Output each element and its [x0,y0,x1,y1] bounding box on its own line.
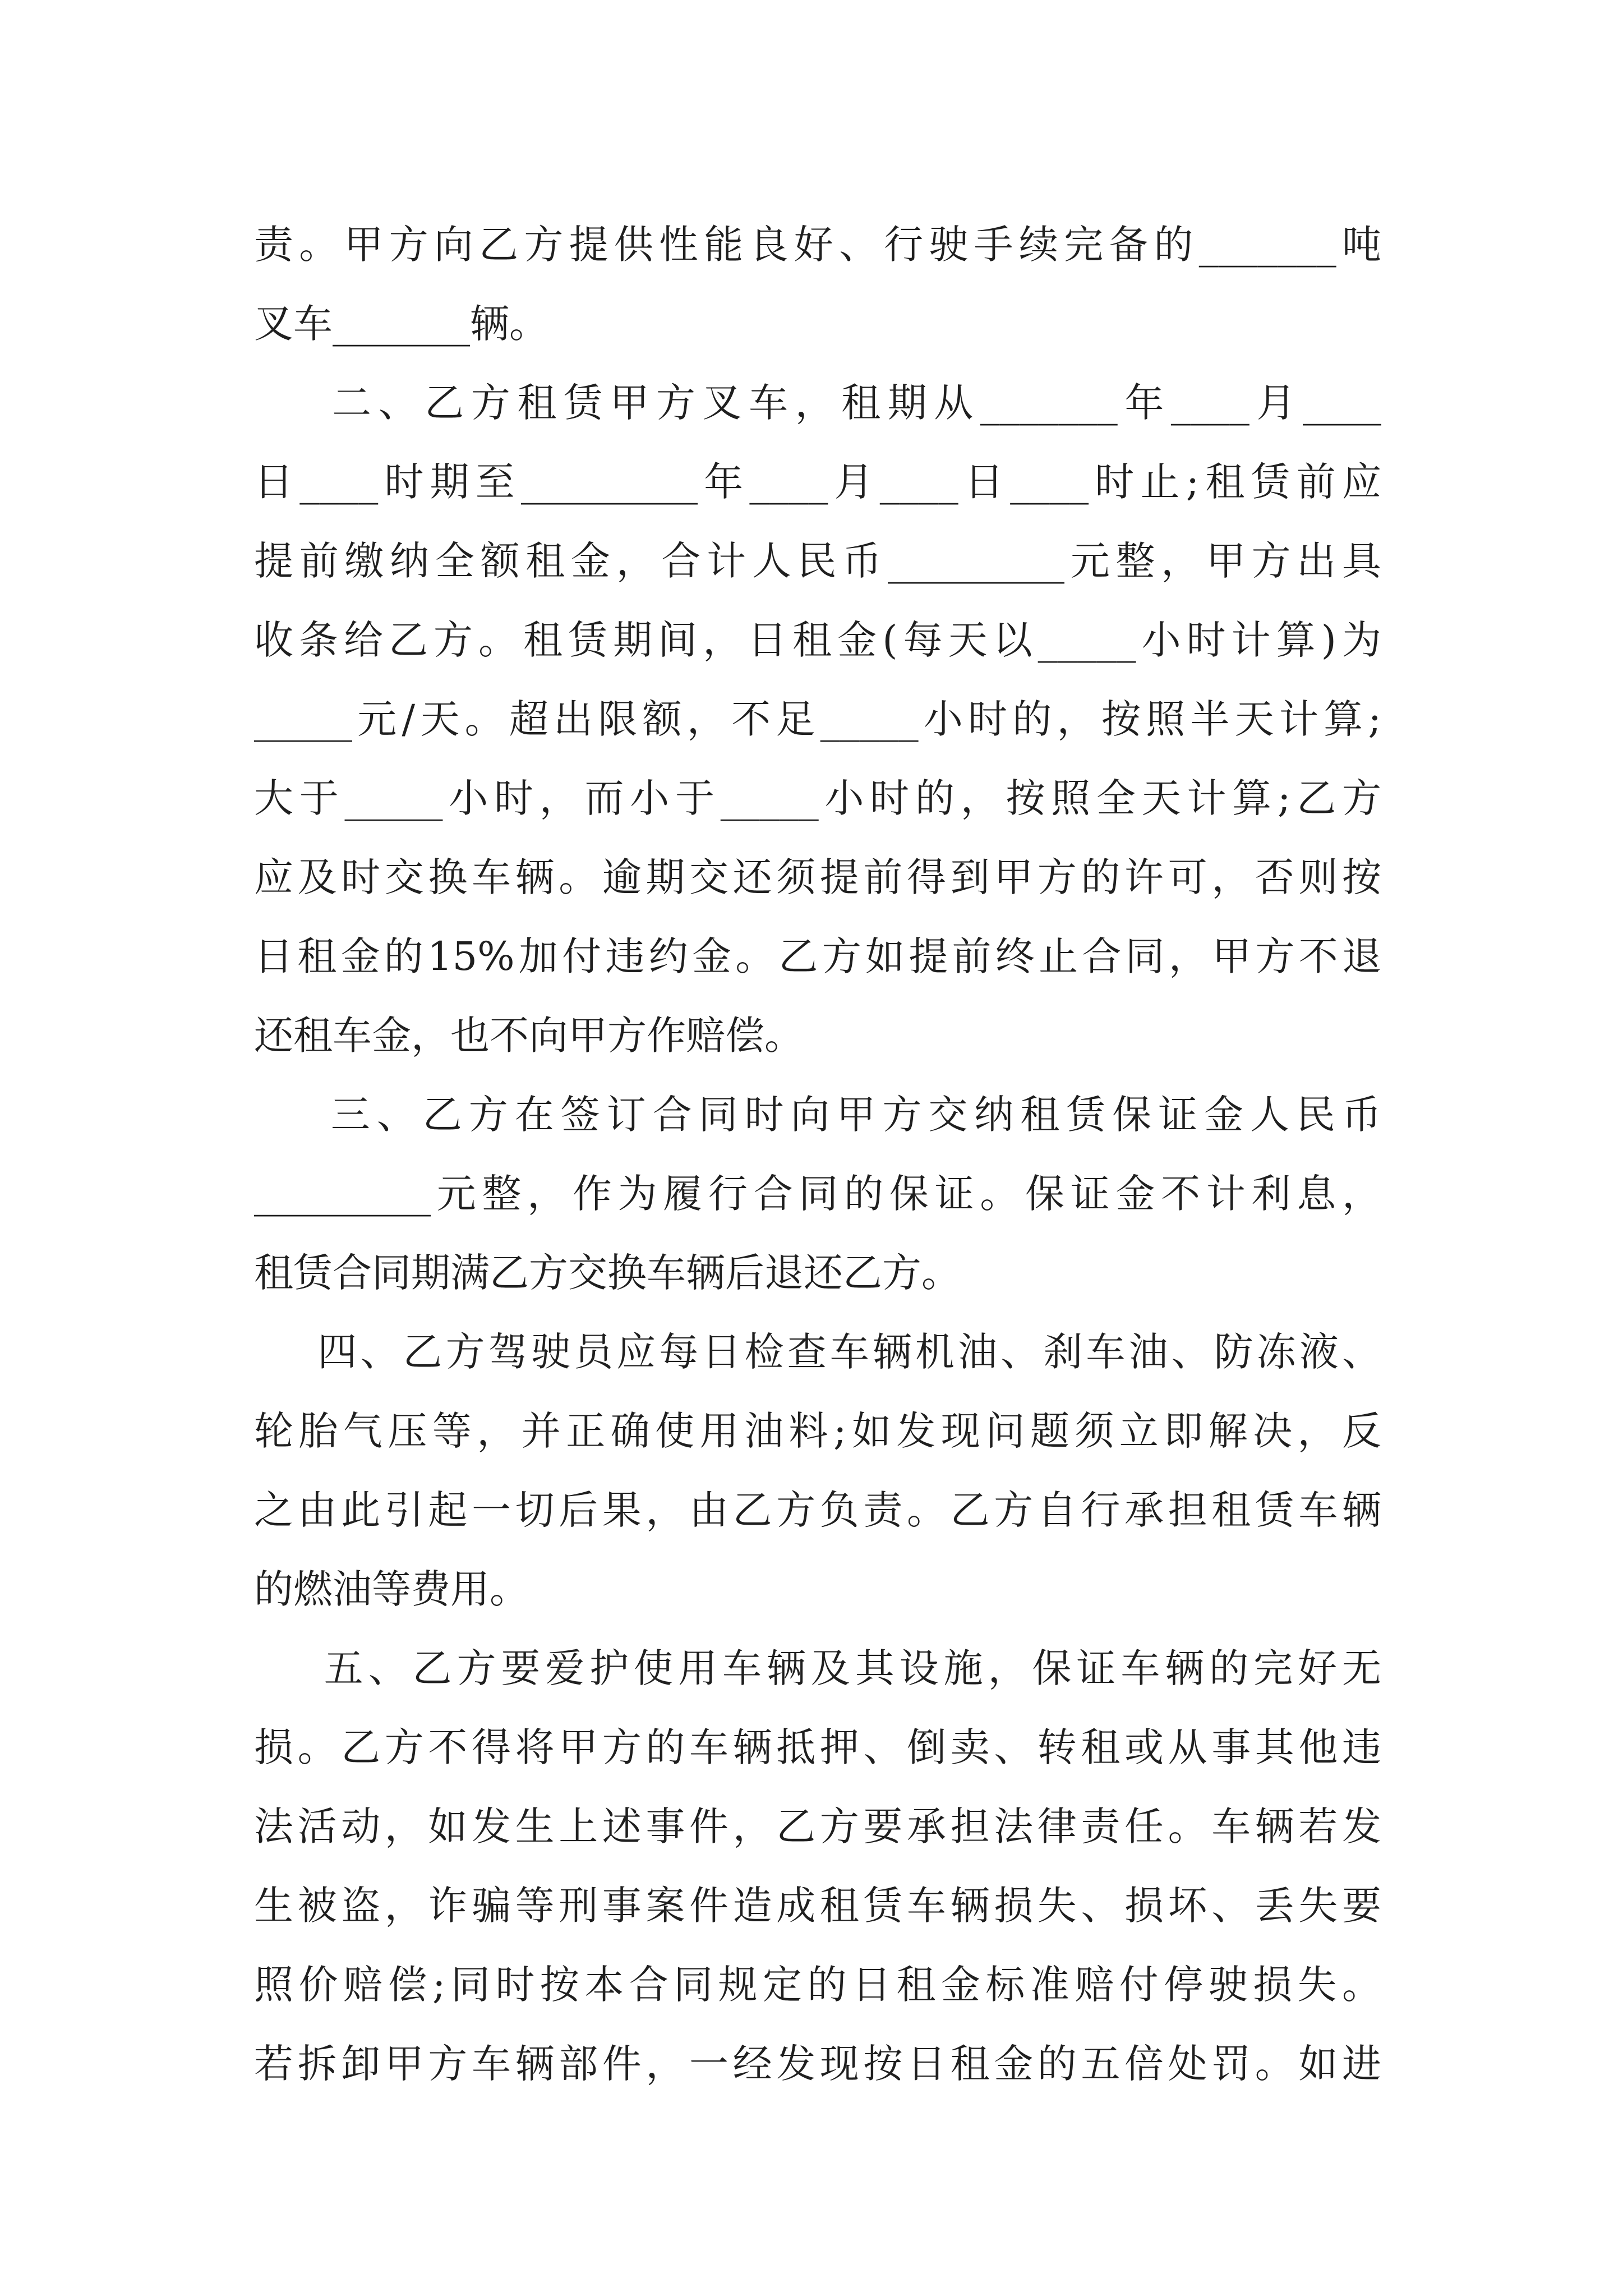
paragraph-line: 之由此引起一切后果，由乙方负责。乙方自行承担租赁车辆 [254,1487,1381,1533]
paragraph-line: 照价赔偿;同时按本合同规定的日租金标准赔付停驶损失。 [254,1962,1381,2008]
paragraph-line: 责。甲方向乙方提供性能良好、行驶手续完备的_______吨 [254,222,1381,268]
paragraph-line: 叉车_______辆。 [254,301,548,347]
paragraph-line: 日____时期至_________年____月____日____时止;租赁前应 [254,459,1381,505]
paragraph-line: 若拆卸甲方车辆部件，一经发现按日租金的五倍处罚。如进 [254,2041,1381,2087]
paragraph-line: 的燃油等费用。 [254,1566,529,1612]
paragraph-line: _____元/天。超出限额，不足_____小时的，按照半天计算; [254,696,1381,742]
paragraph-line: 损。乙方不得将甲方的车辆抵押、倒卖、转租或从事其他违 [254,1724,1381,1770]
paragraph-line: 三、乙方在签订合同时向甲方交纳租赁保证金人民币 [254,1092,1381,1138]
paragraph-line: 四、乙方驾驶员应每日检查车辆机油、刹车油、防冻液、 [254,1329,1381,1375]
paragraph-line: 日租金的15%加付违约金。乙方如提前终止合同，甲方不退 [254,933,1381,979]
paragraph-line: 提前缴纳全额租金，合计人民币_________元整，甲方出具 [254,538,1381,584]
paragraph-line: 还租车金，也不向甲方作赔偿。 [254,1013,804,1059]
paragraph-line: 轮胎气压等，并正确使用油料;如发现问题须立即解决，反 [254,1408,1381,1454]
paragraph-line: 收条给乙方。租赁期间，日租金(每天以_____小时计算)为 [254,617,1381,663]
paragraph-line: 五、乙方要爱护使用车辆及其设施，保证车辆的完好无 [254,1645,1381,1691]
paragraph-line: 大于_____小时，而小于_____小时的，按照全天计算;乙方 [254,775,1381,821]
paragraph-line: 生被盗，诈骗等刑事案件造成租赁车辆损失、损坏、丢失要 [254,1883,1381,1929]
paragraph-line: 应及时交换车辆。逾期交还须提前得到甲方的许可，否则按 [254,854,1381,900]
paragraph-line: 租赁合同期满乙方交换车辆后退还乙方。 [254,1250,961,1296]
paragraph-line: _________元整，作为履行合同的保证。保证金不计利息， [254,1171,1381,1217]
paragraph-line: 二、乙方租赁甲方叉车，租期从_______年____月____ [254,380,1381,426]
paragraph-line: 法活动，如发生上述事件，乙方要承担法律责任。车辆若发 [254,1803,1381,1849]
